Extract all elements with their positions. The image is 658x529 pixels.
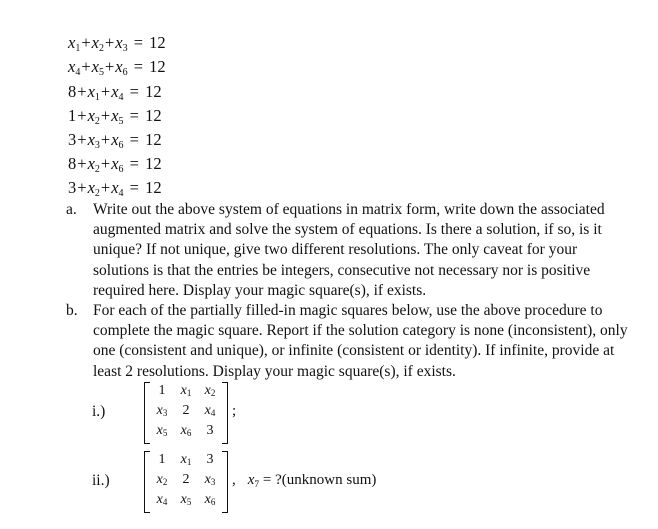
matrix-cell	[174, 472, 198, 488]
cell-subscript: 3	[162, 408, 168, 418]
cell-variable: x	[156, 492, 163, 507]
cell-variable: x	[204, 472, 211, 487]
cell-variable: x	[204, 492, 211, 507]
cell-subscript: 6	[186, 428, 192, 438]
equation-token-variable: x	[68, 57, 76, 76]
cell-subscript: 1	[186, 457, 192, 467]
cell-variable: x	[180, 423, 187, 438]
equation-token-variable: x	[87, 106, 95, 125]
equation-token-number: 12	[145, 82, 162, 101]
equation-4	[68, 106, 162, 126]
square-punctuation: ,	[232, 472, 236, 488]
part-b-text: For each of the partially filled-in magic squares below, use the above procedure to complete the magic square. Report if the solution category is none (inconsistent), only one (consistent and unique), or infinite (consistent or identity). If infinite, provide at least 2 resolutions. Display your magic square(s), if exists.	[93, 302, 628, 380]
equation-token-operator: +	[77, 130, 87, 149]
equation-token-number: 8	[68, 82, 77, 101]
matrix-cell	[150, 383, 174, 399]
equation-token-operator: +	[100, 106, 111, 125]
cell-subscript: 5	[162, 428, 168, 438]
equation-token-subscript: 4	[118, 188, 124, 199]
equation-5	[68, 130, 162, 150]
square-label: ii.)	[92, 472, 110, 489]
equation-token-variable: x	[87, 82, 95, 101]
part-b-label: b.	[66, 302, 78, 319]
matrix-cell	[174, 492, 198, 508]
right-bracket	[222, 451, 228, 513]
equation-2	[68, 57, 166, 77]
square-suffix	[232, 403, 236, 420]
question-part-a	[66, 200, 636, 301]
cell-number: 1	[158, 383, 166, 398]
matrix-cell	[174, 383, 198, 399]
question-part-b	[66, 301, 636, 382]
cell-number: 2	[182, 403, 190, 418]
equation-token-number: 8	[68, 154, 77, 173]
equation-token-subscript: 1	[75, 43, 81, 54]
equation-token-number: 12	[145, 106, 162, 125]
equation-token-number: 12	[145, 130, 162, 149]
equation-token-number: 12	[145, 178, 162, 197]
equation-token-number: 12	[149, 57, 166, 76]
cell-number: 3	[206, 423, 214, 438]
equation-token-operator: +	[81, 57, 91, 76]
equation-token-subscript: 3	[122, 43, 128, 54]
cell-subscript: 3	[210, 477, 216, 487]
equation-token-variable: x	[87, 130, 95, 149]
cell-number: 1	[158, 452, 166, 467]
matrix-cell	[198, 423, 222, 439]
matrix-cell	[150, 492, 174, 508]
equation-token-operator: +	[77, 178, 87, 197]
equation-token-operator: +	[104, 57, 115, 76]
equation-token-operator: =	[125, 130, 144, 149]
matrix-cell	[198, 403, 222, 419]
cell-variable: x	[180, 383, 187, 398]
equation-token-variable: x	[111, 106, 119, 125]
equation-3	[68, 82, 162, 102]
equation-token-subscript: 1	[94, 92, 100, 103]
equation-token-subscript: 3	[94, 140, 100, 151]
equation-token-operator: +	[77, 106, 87, 125]
cell-subscript: 4	[162, 497, 168, 507]
matrix-cell	[174, 452, 198, 468]
magic-square-matrix	[144, 451, 228, 513]
equation-token-number: 3	[68, 130, 77, 149]
cell-number: 2	[182, 472, 190, 487]
equation-token-operator: =	[129, 33, 148, 52]
matrix-cell	[174, 403, 198, 419]
square-suffix	[232, 472, 376, 489]
matrix-cell	[198, 452, 222, 468]
equation-token-subscript: 4	[75, 67, 81, 78]
equation-token-subscript: 2	[98, 43, 104, 54]
matrix-cell	[198, 472, 222, 488]
sum-note: = ?(unknown sum)	[259, 472, 377, 488]
equation-token-number: 12	[145, 154, 162, 173]
equation-token-operator: =	[129, 57, 148, 76]
equation-token-operator: +	[77, 82, 87, 101]
equation-token-variable: x	[91, 33, 99, 52]
equation-token-subscript: 2	[94, 164, 100, 175]
equation-token-operator: =	[125, 106, 144, 125]
sum-variable: x	[247, 472, 255, 488]
equation-token-operator: +	[100, 130, 111, 149]
equation-1	[68, 33, 166, 53]
equation-token-subscript: 4	[118, 92, 124, 103]
matrix-cell	[150, 472, 174, 488]
matrix-cell	[150, 423, 174, 439]
equation-token-subscript: 6	[122, 67, 128, 78]
right-bracket	[222, 382, 228, 444]
part-a-label: a.	[66, 201, 77, 218]
sum-subscript: 7	[254, 480, 260, 490]
cell-subscript: 6	[210, 497, 216, 507]
equation-token-variable: x	[87, 154, 95, 173]
cell-variable: x	[204, 403, 211, 418]
equation-token-operator: +	[104, 33, 115, 52]
equation-token-variable: x	[111, 154, 119, 173]
cell-variable: x	[156, 472, 163, 487]
cell-variable: x	[156, 403, 163, 418]
cell-variable: x	[180, 492, 187, 507]
equation-token-variable: x	[111, 130, 119, 149]
equation-token-subscript: 2	[94, 116, 100, 127]
equation-token-subscript: 6	[118, 140, 124, 151]
equation-6	[68, 154, 162, 174]
equation-token-number: 1	[68, 106, 77, 125]
equation-token-operator: +	[100, 178, 111, 197]
matrix-cell	[174, 423, 198, 439]
equation-token-operator: =	[125, 82, 144, 101]
equation-token-number: 12	[149, 33, 166, 52]
equation-token-operator: +	[77, 154, 87, 173]
equation-token-operator: +	[100, 82, 111, 101]
equation-token-operator: =	[125, 178, 144, 197]
cell-subscript: 2	[162, 477, 168, 487]
cell-variable: x	[156, 423, 163, 438]
matrix-cell	[198, 383, 222, 399]
equation-token-operator: =	[125, 154, 144, 173]
cell-variable: x	[204, 383, 211, 398]
equation-token-variable: x	[115, 33, 123, 52]
equation-token-variable: x	[87, 178, 95, 197]
part-a-text: Write out the above system of equations in matrix form, write down the associated augmented matrix and solve the system of equations. Is there a solution, if so, is it unique? If not unique, give two different resolutions. The only caveat for your solutions is that the entries be integers, consecutive not necessary nor is positive required here. Display your magic square(s), if exists.	[93, 201, 605, 299]
cell-number: 3	[206, 452, 214, 467]
equation-token-subscript: 5	[118, 116, 124, 127]
cell-subscript: 5	[186, 497, 192, 507]
cell-subscript: 4	[210, 408, 216, 418]
equation-token-variable: x	[115, 57, 123, 76]
equation-token-variable: x	[111, 178, 119, 197]
matrix-cell	[198, 492, 222, 508]
cell-subscript: 1	[186, 388, 192, 398]
magic-square-matrix	[144, 382, 228, 444]
equation-token-operator: +	[100, 154, 111, 173]
equation-token-variable: x	[111, 82, 119, 101]
square-label: i.)	[92, 403, 106, 420]
cell-subscript: 2	[210, 388, 216, 398]
equation-token-variable: x	[91, 57, 99, 76]
equation-token-operator: +	[81, 33, 91, 52]
equation-token-subscript: 2	[94, 188, 100, 199]
square-punctuation: ;	[232, 403, 237, 419]
cell-variable: x	[180, 452, 187, 467]
equation-token-number: 3	[68, 178, 77, 197]
equation-7	[68, 178, 162, 198]
equation-token-subscript: 6	[118, 164, 124, 175]
matrix-cell	[150, 452, 174, 468]
matrix-cell	[150, 403, 174, 419]
equation-token-variable: x	[68, 33, 76, 52]
equation-token-subscript: 5	[98, 67, 104, 78]
